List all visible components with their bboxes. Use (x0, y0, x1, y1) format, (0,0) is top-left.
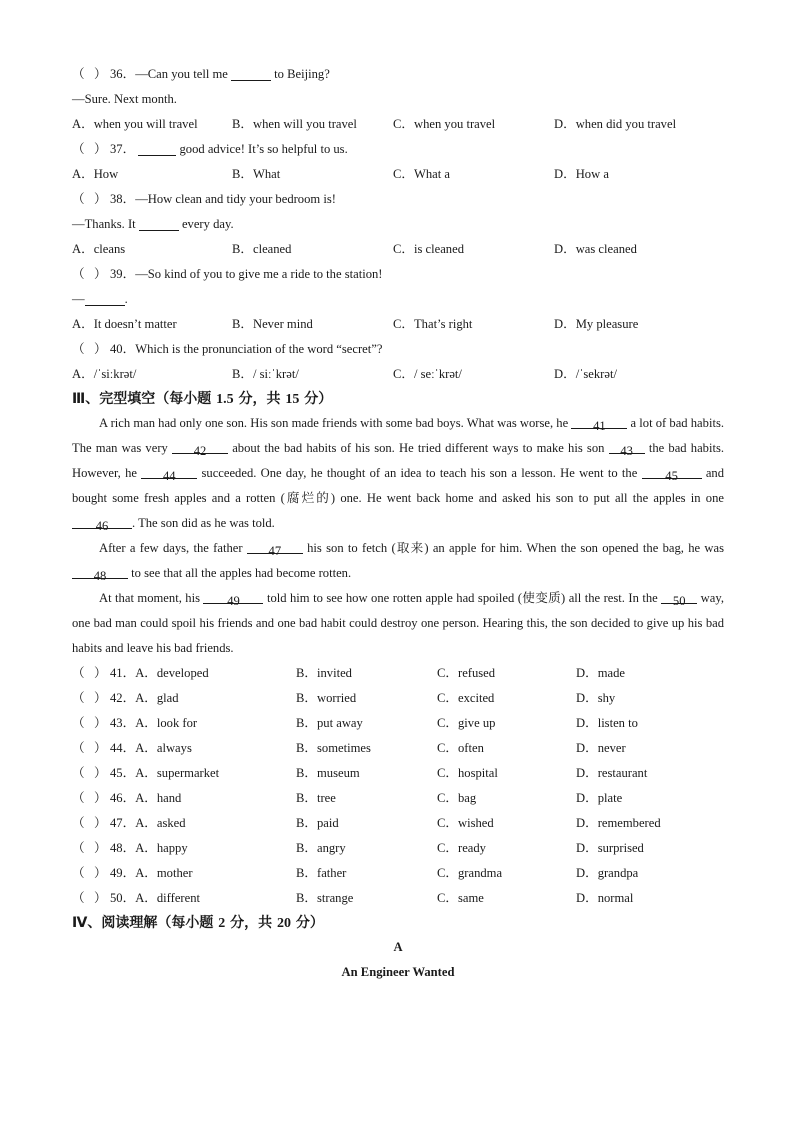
option-a[interactable]: A．when you will travel (72, 117, 198, 131)
option-d[interactable]: D．plate (576, 791, 623, 805)
option-a[interactable]: A．/ˈsiːkrət/ (72, 367, 137, 381)
option-d[interactable]: D．never (576, 741, 626, 755)
cloze-question-43: （ ） 43．A．look for B．put away C．give up D．listen to (72, 711, 724, 736)
cloze-blank-45[interactable]: 45 (642, 464, 702, 479)
option-c[interactable]: C．give up (437, 716, 496, 730)
answer-paren[interactable]: （ ） (72, 741, 107, 755)
option-c[interactable]: C．That’s right (393, 317, 473, 331)
cloze-blank-46[interactable]: 46 (72, 514, 132, 529)
question-37-options (72, 162, 724, 187)
cloze-question-41: （ ） 41．A．developed B．invited C．refused D．made (72, 661, 724, 686)
option-d[interactable]: D．My pleasure (554, 317, 639, 331)
option-b[interactable]: B．cleaned (232, 242, 292, 256)
exam-page (72, 62, 724, 985)
cloze-blank-41[interactable]: 41 (571, 414, 627, 429)
option-d[interactable]: D．made (576, 666, 625, 680)
option-c[interactable]: C．is cleaned (393, 242, 464, 256)
option-d[interactable]: D．listen to (576, 716, 638, 730)
option-a[interactable]: A．always (135, 741, 192, 755)
section-3-heading: Ⅲ、完型填空（每小题 1.5 分，共 15 分） (72, 391, 333, 407)
cloze-question-42: （ ） 42．A．glad B．worried C．excited D．shy (72, 686, 724, 711)
answer-paren[interactable]: （ ） (72, 891, 107, 905)
cloze-question-44: （ ） 44．A．always B．sometimes C．often D．never (72, 736, 724, 761)
option-c[interactable]: C．same (437, 891, 484, 905)
cloze-blank-42[interactable]: 42 (172, 439, 228, 454)
answer-paren[interactable]: （ ） (72, 691, 107, 705)
option-d[interactable]: D．was cleaned (554, 242, 637, 256)
cloze-question-48: （ ） 48．A．happy B．angry C．ready D．surprised (72, 836, 724, 861)
answer-paren[interactable]: （ ） (72, 342, 107, 356)
option-b[interactable]: B．put away (296, 716, 363, 730)
option-a[interactable]: A．developed (135, 666, 209, 680)
option-c[interactable]: C．/ seːˈkrət/ (393, 367, 462, 381)
option-d[interactable]: D．shy (576, 691, 616, 705)
question-36-response: —Sure. Next month. (72, 92, 177, 106)
question-39: （ ） 39．—So kind of you to give me a ride to the station! (72, 262, 724, 287)
cloze-blank-48[interactable]: 48 (72, 564, 128, 579)
answer-paren[interactable]: （ ） (72, 142, 107, 156)
cloze-paragraph-1: A rich man had only one son. His son made friends with some bad boys. What was worse, he 41 a lot of bad habits. The man was very 42 about the bad habits of his son. He tried different ways to make his son 43 the bad habits. However, he 44 succeeded. One day, he thought of an idea to teach his son a lesson. He went to the 45 and bought some fresh apples and a rotten (腐烂的) one. He went back home and asked his son to put all the apples in one 46 . The son did as he was told. (72, 416, 725, 533)
cloze-blank-49[interactable]: 49 (203, 589, 263, 604)
answer-blank[interactable] (138, 141, 176, 156)
option-b[interactable]: B．angry (296, 841, 346, 855)
option-a[interactable]: A．asked (135, 816, 186, 830)
option-d[interactable]: D．remembered (576, 816, 661, 830)
option-c[interactable]: C．hospital (437, 766, 498, 780)
option-c[interactable]: C．excited (437, 691, 495, 705)
question-38: （ ） 38．—How clean and tidy your bedroom is! (72, 187, 724, 212)
option-d[interactable]: D．when did you travel (554, 117, 677, 131)
answer-paren[interactable]: （ ） (72, 816, 107, 830)
answer-paren[interactable]: （ ） (72, 67, 107, 81)
option-a[interactable]: A．cleans (72, 242, 126, 256)
question-39-options (72, 312, 724, 337)
cloze-question-49: （ ） 49．A．mother B．father C．grandma D．grandpa (72, 861, 724, 886)
answer-blank[interactable] (85, 291, 125, 306)
question-39-response: — . (72, 292, 128, 306)
option-a[interactable]: A．mother (135, 866, 193, 880)
option-b[interactable]: B．/ siːˈkrət/ (232, 367, 299, 381)
option-d[interactable]: D．How a (554, 167, 609, 181)
question-38-options (72, 237, 724, 262)
option-b[interactable]: B．strange (296, 891, 354, 905)
cloze-paragraph-3: At that moment, his 49 told him to see how one rotten apple had spoiled (使变质) all the rest. In the 50 way, one bad man could spoil his friends and one bad habit could destroy one person. Hearing this, the son decided to give up his bad habits and leave his bad friends. (72, 591, 724, 655)
reading-passage-label: A (393, 940, 403, 954)
option-c[interactable]: C．often (437, 741, 484, 755)
cloze-blank-44[interactable]: 44 (141, 464, 197, 479)
cloze-paragraph-2: After a few days, the father 47 his son to fetch (取来) an apple for him. When the son opened the bag, he was 48 to see that all the apples had become rotten. (72, 536, 724, 586)
section-4-heading: Ⅳ、阅读理解（每小题 2 分，共 20 分） (72, 915, 324, 931)
option-c[interactable]: C．ready (437, 841, 486, 855)
option-d[interactable]: D．surprised (576, 841, 644, 855)
answer-paren[interactable]: （ ） (72, 791, 107, 805)
option-a[interactable]: A．different (135, 891, 201, 905)
option-d[interactable]: D．restaurant (576, 766, 648, 780)
question-36: （ ） 36．—Can you tell me to Beijing? (72, 62, 724, 87)
cloze-options-list (72, 661, 724, 911)
answer-blank[interactable] (231, 66, 271, 81)
option-d[interactable]: D．/ˈsekrət/ (554, 367, 617, 381)
question-36-options (72, 112, 724, 137)
option-a[interactable]: A．How (72, 167, 119, 181)
option-b[interactable]: B．paid (296, 816, 339, 830)
answer-paren[interactable]: （ ） (72, 716, 107, 730)
question-38-response: —Thanks. It every day. (72, 217, 234, 231)
cloze-question-47: （ ） 47．A．asked B．paid C．wished D．remembered (72, 811, 724, 836)
answer-paren[interactable]: （ ） (72, 866, 107, 880)
cloze-blank-50[interactable]: 50 (661, 589, 697, 604)
question-37: （ ） 37． good advice! It’s so helpful to us. (72, 137, 724, 162)
option-c[interactable]: C．grandma (437, 866, 503, 880)
option-b[interactable]: B．when will you travel (232, 117, 357, 131)
answer-paren[interactable]: （ ） (72, 841, 107, 855)
option-c[interactable]: C．refused (437, 666, 496, 680)
option-d[interactable]: D．grandpa (576, 866, 639, 880)
answer-blank[interactable] (139, 216, 179, 231)
option-b[interactable]: B．father (296, 866, 347, 880)
question-40: （ ） 40．Which is the pronunciation of the word “secret”? (72, 337, 724, 362)
option-d[interactable]: D．normal (576, 891, 634, 905)
option-a[interactable]: A．hand (135, 791, 182, 805)
answer-paren[interactable]: （ ） (72, 766, 107, 780)
answer-paren[interactable]: （ ） (72, 192, 107, 206)
question-40-options (72, 362, 724, 387)
option-b[interactable]: B．worried (296, 691, 357, 705)
option-c[interactable]: C．bag (437, 791, 477, 805)
option-c[interactable]: C．wished (437, 816, 494, 830)
option-b[interactable]: B．sometimes (296, 741, 371, 755)
reading-passage-title: An Engineer Wanted (341, 965, 455, 979)
option-c[interactable]: C．What a (393, 167, 451, 181)
option-a[interactable]: A．look for (135, 716, 198, 730)
option-b[interactable]: B．What (232, 167, 281, 181)
option-a[interactable]: A．happy (135, 841, 188, 855)
option-a[interactable]: A．It doesn’t matter (72, 317, 177, 331)
cloze-question-46: （ ） 46．A．hand B．tree C．bag D．plate (72, 786, 724, 811)
cloze-blank-47[interactable]: 47 (247, 539, 303, 554)
option-b[interactable]: B．museum (296, 766, 360, 780)
cloze-question-45: （ ） 45．A．supermarket B．museum C．hospital D．restaurant (72, 761, 724, 786)
option-a[interactable]: A．supermarket (135, 766, 220, 780)
option-b[interactable]: B．Never mind (232, 317, 313, 331)
option-c[interactable]: C．when you travel (393, 117, 496, 131)
option-b[interactable]: B．invited (296, 666, 352, 680)
answer-paren[interactable]: （ ） (72, 267, 107, 281)
cloze-question-50: （ ） 50．A．different B．strange C．same D．normal (72, 886, 724, 911)
cloze-blank-43[interactable]: 43 (609, 439, 645, 454)
option-a[interactable]: A．glad (135, 691, 179, 705)
answer-paren[interactable]: （ ） (72, 666, 107, 680)
option-b[interactable]: B．tree (296, 791, 336, 805)
